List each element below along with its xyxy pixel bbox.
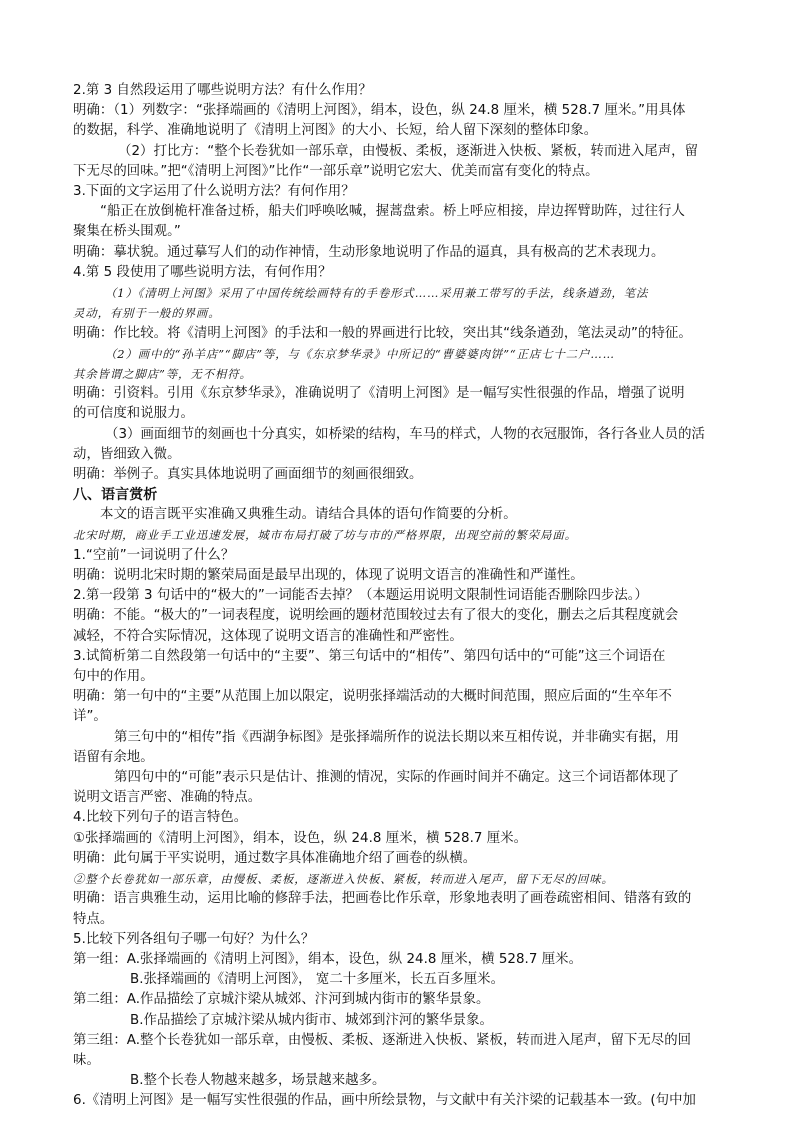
text-line: 第三句中的“相传”指《西湖争标图》是张择端所作的说法长期以来互相传说，并非确实有据，用 xyxy=(114,730,680,745)
text-line: 灵动，有别于一般的界画。 xyxy=(73,306,221,320)
text-line: ②整个长卷犹如一部乐章，由慢板、柔板，逐渐进入快板、紧板，转而进入尾声，留下无尽的回味。 xyxy=(73,872,614,886)
text-line: 2.第 3 自然段运用了哪些说明方法？有什么作用？ xyxy=(73,83,372,98)
text-line: 明确：语言典雅生动，运用比喻的修辞手法，把画卷比作乐章，形象地表明了画卷疏密相间、错落有致的 xyxy=(73,891,692,906)
text-line: 详”。 xyxy=(73,709,107,724)
text-line: 的数据，科学、准确地说明了《清明上河图》的大小、长短，给人留下深刻的整体印象。 xyxy=(73,123,598,138)
text-line: （2）打比方：“整个长卷犹如一部乐章，由慢板、柔板，逐渐进入快板、紧板，转而进入尾声，留 xyxy=(118,144,699,159)
text-line: 4.比较下列句子的语言特色。 xyxy=(73,810,248,825)
text-line: 明确：引资料。引用《东京梦华录》，准确说明了《清明上河图》是一幅写实性很强的作品，增强了说明 xyxy=(73,386,685,401)
text-line: B.整个长卷人物越来越多，场景越来越多。 xyxy=(130,1073,386,1088)
text-line: 减轻，不符合实际情况，这体现了说明文语言的准确性和严密性。 xyxy=(73,629,463,644)
text-line: 4.第 5 段使用了哪些说明方法，有何作用？ xyxy=(73,265,332,280)
text-line: 明确：举例子。真实具体地说明了画面细节的刻画很细致。 xyxy=(73,467,423,482)
text-line: 特点。 xyxy=(73,912,114,927)
text-line: “船正在放倒桅杆准备过桥，船夫们呼唤吆喊，握蒿盘索。桥上呼应相接，岸边挥臂助阵，过往行人 xyxy=(100,204,685,219)
text-line: （1）《清明上河图》采用了中国传统绘画特有的手卷形式……采用兼工带写的手法，线条遒劲，笔法 xyxy=(105,286,649,300)
text-line: 句中的作用。 xyxy=(73,669,154,684)
text-line: 明确：此句属于平实说明，通过数字具体准确地介绍了画卷的纵横。 xyxy=(73,851,477,866)
text-line: 本文的语言既平实准确又典雅生动。请结合具体的语句作简要的分析。 xyxy=(100,507,517,522)
text-line: ①张择端画的《清明上河图》，绢本，设色，纵 24.8 厘米，横 528.7 厘米。 xyxy=(73,831,528,846)
text-line: B.张择端画的《清明上河图》， 宽二十多厘米，长五百多厘米。 xyxy=(130,972,505,987)
text-line: 的可信度和说服力。 xyxy=(73,406,194,421)
text-line: 第一组：A.张择端画的《清明上河图》，绢本，设色，纵 24.8 厘米，横 528.7 厘米。 xyxy=(73,952,583,967)
text-line: 明确：作比较。将《清明上河图》的手法和一般的界画进行比较，突出其“线条遒劲，笔法灵动”的特征。 xyxy=(73,326,692,341)
text-line: 第二组：A.作品描绘了京城汴梁从城郊、汴河到城内街市的繁华景象。 xyxy=(73,992,490,1007)
text-line: B.作品描绘了京城汴梁从城内街市、城郊到汴河的繁华景象。 xyxy=(130,1013,493,1028)
text-line: 第三组：A.整个长卷犹如一部乐章，由慢板、柔板、逐渐进入快板、紧板，转而进入尾声，留下无尽的回 xyxy=(73,1033,692,1048)
text-line: 味。 xyxy=(73,1053,100,1068)
text-line: 3.下面的文字运用了什么说明方法？有何作用？ xyxy=(73,184,355,199)
text-line: 其余皆谓之脚店”等，无不相符。 xyxy=(73,367,252,381)
text-line: 2.第一段第 3 句话中的“极大的”一词能否去掉？（本题运用说明文限制性词语能否删除四步法。） xyxy=(73,588,648,603)
text-line: 1.“空前”一词说明了什么？ xyxy=(73,548,235,563)
text-line: 下无尽的回味。”把“《清明上河图》”比作“一部乐章”说明它宏大、优美而富有变化的特点。 xyxy=(73,164,599,179)
text-line: 第四句中的“可能”表示只是估计、推测的情况，实际的作画时间并不确定。这三个词语都体现了 xyxy=(114,770,680,785)
text-line: 明确：第一句中的“主要”从范围上加以限定，说明张择端活动的大概时间范围，照应后面的“生卒年不 xyxy=(73,689,672,704)
text-line: 3.试简析第二自然段第一句话中的“主要”、第三句话中的“相传”、第四句话中的“可能”这三个词语在 xyxy=(73,649,666,664)
text-line: 明确：摹状貌。通过摹写人们的动作神情，生动形象地说明了作品的逼真，具有极高的艺术表现力。 xyxy=(73,245,665,260)
text-line: 聚集在桥头围观。” xyxy=(73,224,181,239)
text-line: 明确：（1）列数字：“张择端画的《清明上河图》，绢本，设色，纵 24.8 厘米，横 528.7 厘米。”用具体 xyxy=(73,103,686,118)
text-line: 北宋时期，商业手工业迅速发展，城市布局打破了坊与市的严格界限，出现空前的繁荣局面。 xyxy=(73,528,577,542)
text-line: 语留有余地。 xyxy=(73,750,154,765)
text-line: （2）画中的“孙羊店”“脚店”等，与《东京梦华录》中所记的“曹婆婆肉饼”“正店七十二户…… xyxy=(105,347,615,361)
text-line: （3）画面细节的刻画也十分真实，如桥梁的结构，车马的样式，人物的衣冠服饰，各行各业人员的活 xyxy=(105,427,705,442)
text-line: 明确：说明北宋时期的繁荣局面是最早出现的，体现了说明文语言的准确性和严谨性。 xyxy=(73,568,584,583)
text-line: 明确：不能。“极大的”一词表程度，说明绘画的题材范围较过去有了很大的变化，删去之后其程度就会 xyxy=(73,608,679,623)
text-line: 说明文语言严密、准确的特点。 xyxy=(73,790,262,805)
text-line: 动，皆细致入微。 xyxy=(73,447,181,462)
text-line: 5.比较下列各组句子哪一句好？为什么？ xyxy=(73,932,315,947)
section-heading: 八、语言赏析 xyxy=(73,487,158,503)
text-line: 6.《清明上河图》是一幅写实性很强的作品，画中所绘景物，与文献中有关汴梁的记载基本一致。(句中加 xyxy=(73,1093,696,1108)
